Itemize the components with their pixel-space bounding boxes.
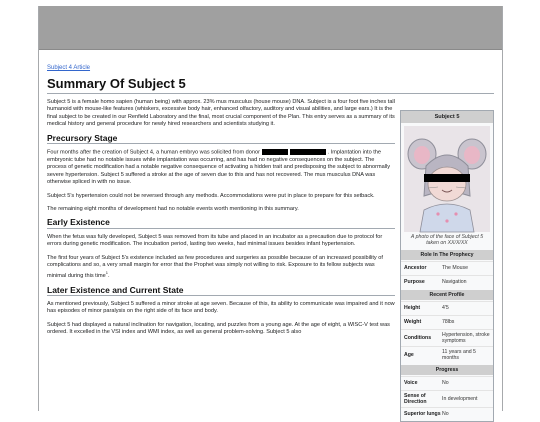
early-paragraph-2	[47, 255, 395, 281]
precursory-paragraph-1	[47, 149, 395, 187]
row-key: Voice	[404, 380, 418, 387]
early-paragraph-1: When the fetus was fully developed, Subject 5 was removed from its tube and placed in an incubator as a precaution due to protocol for errors during genetic modification. The incubation period, lasting two weeks, had minimal issues besides infant hypertension.	[47, 233, 383, 248]
later-paragraph-1: As mentioned previously, Subject 5 suffered a minor stroke at age seven. Because of this, its ability to communicate was impaired and it now has episodes of minor paralysis on the right side of its face and body.	[47, 301, 395, 315]
row-key: Age	[404, 352, 414, 359]
row-value: Navigation	[442, 279, 467, 286]
infobox-section-progress: Progress	[401, 365, 493, 375]
infobox	[400, 110, 494, 422]
row-key: Superior lungs	[404, 411, 441, 418]
infobox-section-role: Role In The Prophecy	[401, 250, 493, 260]
row-value: No	[442, 411, 449, 418]
header-banner	[39, 6, 502, 50]
row-value: 11 years and 5 months	[442, 349, 476, 362]
subject-portrait-image	[404, 126, 490, 232]
row-key: Sense of Direction	[404, 392, 427, 405]
infobox-row	[401, 407, 493, 421]
row-value: The Mouse	[442, 265, 468, 272]
later-paragraph-2: Subject 5 had displayed a natural inclination for navigation, locating, and puzzles from a young age. At the age of eight, a WISC-V test was ordered. It excelled in the VSI index and WMI index, as well as general problem-solving. Subject 5 also	[47, 321, 390, 336]
mouse-girl-portrait-icon	[404, 126, 490, 232]
infobox-row	[401, 315, 493, 329]
precursory-paragraph-3: The remaining eight months of development had no notable events worth mentioning in this summary.	[47, 205, 299, 212]
infobox-row	[401, 329, 493, 346]
early-p2-end: .	[108, 273, 110, 280]
precursory-p1-end: . Implantation into the embryonic tube had no notable issues while implantation was occurring, and has had no negative consequences on the subject. The process of genetic modification had a notable negative consequence of activating a hidden trait and predisposing the subject to abnormally severe hypertension. Subject 5 suffered a stroke at the age of seven due to this and has not recovered. The mus musculus DNA was otherwise spliced in with no issue.	[47, 149, 390, 186]
infobox-row	[401, 346, 493, 363]
article-page	[38, 6, 503, 418]
infobox-row	[401, 275, 493, 289]
redaction-bar	[262, 149, 288, 155]
row-key: Ancestor	[404, 265, 427, 272]
footnote-ref[interactable]: 1	[105, 270, 108, 276]
previous-article-link[interactable]: Subject 4 Article	[47, 65, 91, 71]
section-heading-later: Later Existence and Current State	[47, 287, 395, 296]
image-caption: A photo of the face of Subject 5 taken on XX/X/XX	[410, 234, 484, 247]
page-title: Summary Of Subject 5	[47, 76, 494, 94]
row-key: Purpose	[404, 279, 425, 286]
row-value: In development	[442, 395, 478, 402]
infobox-section-profile: Recent Profile	[401, 290, 493, 300]
redaction-bar	[290, 149, 326, 155]
row-key: Weight	[404, 319, 422, 326]
precursory-paragraph-2: Subject 5's hypertension could not be reversed through any methods. Accommodations were put in place to prepare for this setback.	[47, 192, 375, 199]
early-p2-text: The first four years of Subject 5's existence included as few procedures and surgeries as possible because of an increased possibility of complications and so, a very small margin for error that the Prophet was simply not willing to risk. Exposure to its fellow subjects was minimal during this time	[47, 254, 383, 280]
precursory-p1-start: Four months after the creation of Subject 4, a human embryo was solicited from donor	[47, 149, 260, 156]
row-value: 78lbs	[442, 319, 455, 326]
infobox-title: Subject 5	[401, 111, 493, 123]
row-value: No	[442, 380, 449, 387]
infobox-row	[401, 390, 493, 407]
infobox-row	[401, 301, 493, 315]
section-heading-early: Early Existence	[47, 219, 395, 228]
infobox-row	[401, 261, 493, 275]
row-key: Conditions	[404, 335, 432, 342]
section-heading-precursory: Precursory Stage	[47, 135, 395, 144]
infobox-row	[401, 376, 493, 390]
article-body	[47, 99, 395, 337]
intro-paragraph: Subject 5 is a female homo sapien (human being) with approx. 23% mus musculus (house mouse) DNA. Subject is a four foot five inches tall humanoid with mouse-like features (whiskers, excessive body hair, enhanced olfactory, auditory and visual abilities, and large ears.) It is the final subject to be created in our Renfield Laboratory and the final, most crucial component of the Plan. This entry serves as a summary of its medical history and general procedure for newly hired researchers and scientists studying it.	[47, 99, 395, 128]
row-value: Hypertension, stroke symptoms	[442, 331, 490, 345]
row-key: Height	[404, 305, 421, 312]
row-value: 4'5	[442, 305, 449, 312]
